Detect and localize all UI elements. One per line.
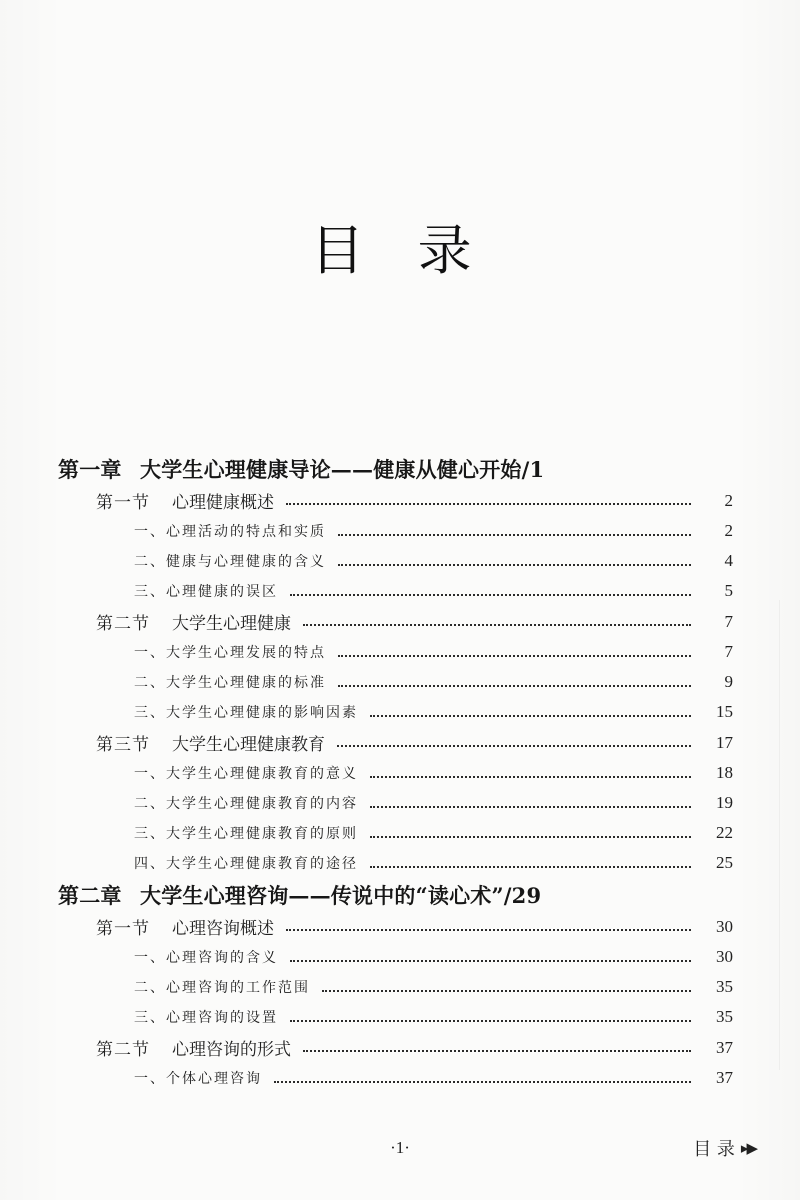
- arrow-icon: ▸▶: [740, 1139, 756, 1157]
- toc-item-title: 二、心理咨询的工作范围: [134, 980, 310, 996]
- dot-leader: [274, 1078, 691, 1083]
- toc-item-row[interactable]: [58, 758, 733, 788]
- toc-item-page-number: 25: [716, 853, 733, 872]
- section-page-number: 30: [716, 916, 733, 936]
- dot-leader: [370, 863, 691, 868]
- section-title: 大学生心理健康: [172, 614, 291, 634]
- section-row[interactable]: [58, 1032, 733, 1063]
- dot-leader: [370, 803, 691, 808]
- section-row[interactable]: [58, 485, 733, 516]
- dot-leader: [322, 987, 691, 992]
- dot-leader: [290, 957, 691, 962]
- toc-item-row[interactable]: [58, 1063, 733, 1093]
- toc-item-title: 三、大学生心理健康教育的原则: [134, 826, 358, 842]
- toc-item-row[interactable]: [58, 546, 733, 576]
- section-row[interactable]: [58, 727, 733, 758]
- toc-item-page-number: 15: [716, 702, 733, 721]
- toc-item-row[interactable]: [58, 1002, 733, 1032]
- toc-item-title: 三、心理健康的误区: [134, 584, 278, 600]
- section-row[interactable]: [58, 606, 733, 637]
- section-row[interactable]: [58, 911, 733, 942]
- section-label: 第三节: [96, 735, 150, 755]
- dot-leader: [338, 652, 691, 657]
- toc-item-title: 一、心理活动的特点和实质: [134, 524, 326, 540]
- scan-mark: [779, 600, 780, 1070]
- section-label: 第一节: [96, 919, 150, 939]
- dot-leader: [290, 1017, 691, 1022]
- page-title: 目 录: [310, 219, 490, 282]
- toc-item-page-number: 37: [716, 1068, 733, 1087]
- toc-item-page-number: 19: [716, 793, 733, 812]
- dot-leader: [337, 742, 691, 747]
- running-title-text: 目 录: [693, 1139, 735, 1160]
- dot-leader: [303, 621, 691, 626]
- toc-item-page-number: 35: [716, 1007, 733, 1026]
- toc-item-row[interactable]: [58, 637, 733, 667]
- toc-item-row[interactable]: [58, 848, 733, 878]
- chapter-label: 第二章: [58, 882, 122, 908]
- toc-item-page-number: 30: [716, 947, 733, 966]
- toc-item-row[interactable]: [58, 818, 733, 848]
- dot-leader: [303, 1047, 691, 1052]
- chapter-title: 大学生心理咨询——传说中的“读心术”/29: [140, 882, 542, 908]
- dot-leader: [338, 561, 691, 566]
- chapter-row[interactable]: [58, 452, 733, 485]
- section-label: 第二节: [96, 614, 150, 634]
- section-title: 心理咨询概述: [172, 919, 274, 939]
- toc-item-page-number: 7: [724, 642, 733, 661]
- toc-item-title: 二、健康与心理健康的含义: [134, 554, 326, 570]
- dot-leader: [370, 712, 691, 717]
- chapter-row[interactable]: [58, 878, 733, 911]
- toc-item-title: 二、大学生心理健康的标准: [134, 675, 326, 691]
- section-label: 第一节: [96, 493, 150, 513]
- toc-item-title: 三、大学生心理健康的影响因素: [134, 705, 358, 721]
- section-title: 大学生心理健康教育: [172, 735, 325, 755]
- section-page-number: 37: [716, 1037, 733, 1057]
- toc-item-row[interactable]: [58, 972, 733, 1002]
- toc-item-row[interactable]: [58, 516, 733, 546]
- toc-item-row[interactable]: [58, 788, 733, 818]
- section-label: 第二节: [96, 1040, 150, 1060]
- dot-leader: [338, 682, 691, 687]
- toc-item-title: 三、心理咨询的设置: [134, 1010, 278, 1026]
- toc-item-title: 四、大学生心理健康教育的途径: [134, 856, 358, 872]
- toc-item-page-number: 9: [724, 672, 733, 691]
- toc-item-title: 一、心理咨询的含义: [134, 950, 278, 966]
- dot-leader: [370, 773, 691, 778]
- toc-item-title: 一、大学生心理发展的特点: [134, 645, 326, 661]
- section-page-number: 2: [724, 490, 733, 510]
- toc-item-row[interactable]: [58, 697, 733, 727]
- section-title: 心理咨询的形式: [172, 1040, 291, 1060]
- chapter-label: 第一章: [58, 456, 122, 482]
- toc-item-page-number: 35: [716, 977, 733, 996]
- toc-item-row[interactable]: [58, 576, 733, 606]
- dot-leader: [290, 591, 691, 596]
- toc-item-title: 一、个体心理咨询: [134, 1071, 262, 1087]
- dot-leader: [286, 926, 691, 931]
- toc-item-page-number: 18: [716, 763, 733, 782]
- dot-leader: [338, 531, 691, 536]
- chapter-title: 大学生心理健康导论——健康从健心开始/1: [140, 456, 545, 482]
- toc-item-page-number: 5: [724, 581, 733, 600]
- dot-leader: [286, 500, 691, 505]
- table-of-contents: [58, 452, 733, 1093]
- section-title: 心理健康概述: [172, 493, 274, 513]
- section-page-number: 7: [724, 611, 733, 631]
- dot-leader: [370, 833, 691, 838]
- toc-item-page-number: 22: [716, 823, 733, 842]
- toc-item-row[interactable]: [58, 667, 733, 697]
- toc-item-page-number: 2: [724, 521, 733, 540]
- page-number: ·1·: [390, 1138, 410, 1157]
- running-title: [693, 1135, 756, 1161]
- toc-item-page-number: 4: [724, 551, 733, 570]
- toc-item-row[interactable]: [58, 942, 733, 972]
- toc-item-title: 一、大学生心理健康教育的意义: [134, 766, 358, 782]
- section-page-number: 17: [716, 732, 733, 752]
- toc-item-title: 二、大学生心理健康教育的内容: [134, 796, 358, 812]
